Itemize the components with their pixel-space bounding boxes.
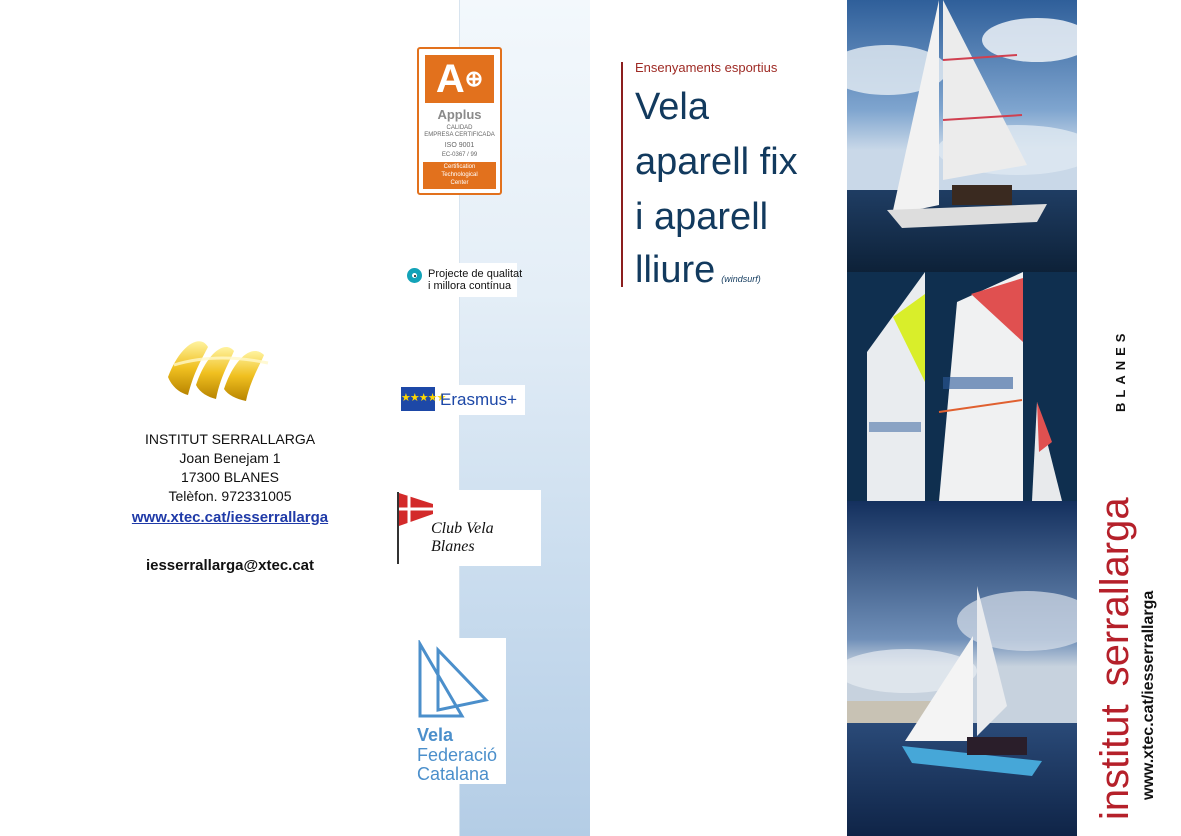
- school-city: 17300 BLANES: [180, 469, 280, 485]
- photo-sails-closeup: [847, 272, 1077, 501]
- title-rule: [621, 62, 623, 287]
- club-vela-blanes-logo: Club Vela Blanes: [395, 490, 541, 566]
- club-pennant-icon: [395, 490, 435, 566]
- title-line-1: Vela: [635, 86, 709, 128]
- school-email: iesserrallarga@xtec.cat: [145, 557, 315, 574]
- title-line-4: lliure (windsurf): [635, 249, 761, 291]
- title-line-2: aparell fix: [635, 141, 798, 183]
- town-vertical: BLANES: [1113, 328, 1128, 412]
- federacio-catalana-vela-logo: Vela Federació Catalana: [414, 638, 506, 784]
- sail-outline-icon: [416, 640, 491, 720]
- erasmus-logo: ★★★★★ Erasmus+: [399, 385, 525, 415]
- school-website-link[interactable]: www.xtec.cat/iesserrallarga: [131, 509, 329, 526]
- school-phone: Telèfon. 972331005: [168, 488, 292, 504]
- brand-vertical: institutserrallarga: [1093, 497, 1137, 820]
- applus-certification-logo: A⊕ Applus CALIDAD EMPRESA CERTIFICADA ISO 9001 EC-0367 / 99 Certification Technological Center: [417, 47, 502, 195]
- school-address: Joan Benejam 1: [179, 450, 281, 466]
- school-name: INSTITUT SERRALLARGA: [144, 431, 316, 447]
- website-vertical[interactable]: www.xtec.cat/iesserrallarga: [1140, 590, 1157, 800]
- eu-flag-icon: ★★★★★: [401, 387, 435, 411]
- quality-project-logo: Projecte de qualitat i millora contínua: [405, 263, 517, 297]
- title-line-3: i aparell: [635, 196, 769, 238]
- photo-sailboat-coast: [847, 501, 1077, 836]
- title-note: (windsurf): [721, 274, 761, 284]
- title-kicker: Ensenyaments esportius: [635, 60, 778, 75]
- school-logo: [160, 325, 275, 405]
- quality-ring-icon: [407, 268, 422, 283]
- photo-sailboat-sky: [847, 0, 1077, 272]
